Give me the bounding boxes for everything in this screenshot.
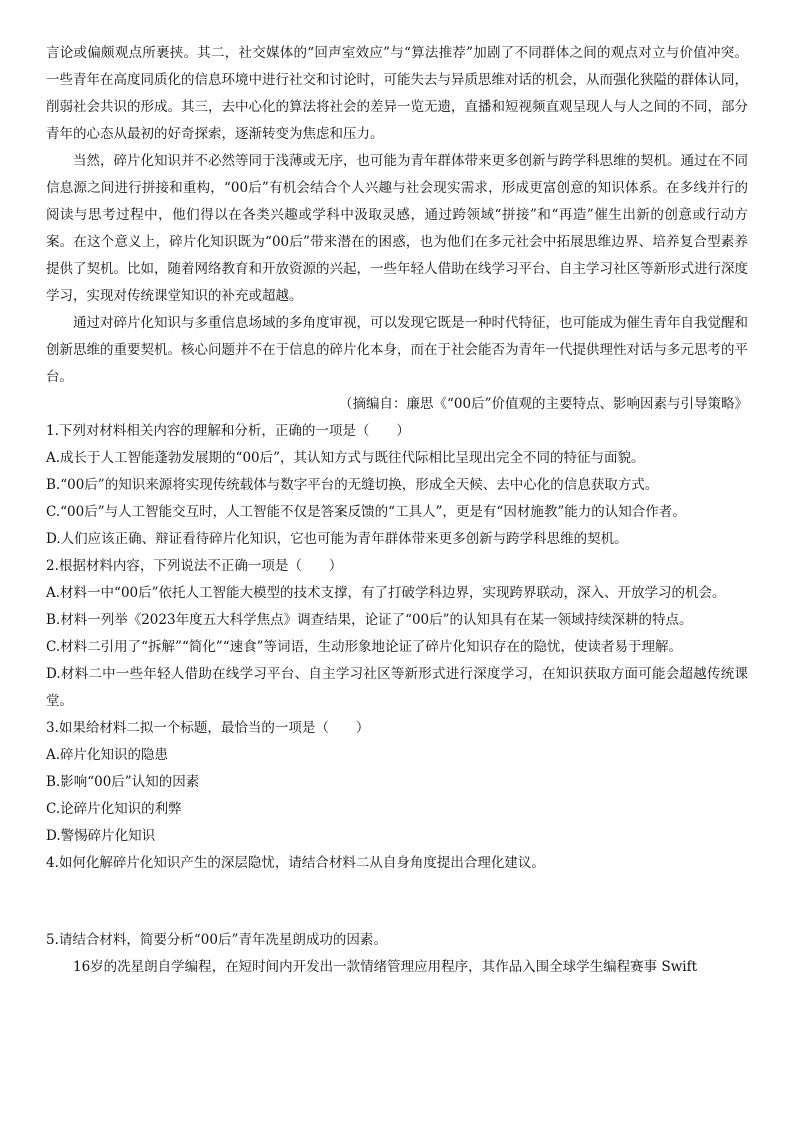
option-a: A.碎片化知识的隐患: [46, 747, 169, 763]
option-d: D.人们应该正确、辩证看待碎片化知识，它也可能为青年群体带来更多创新与跨学科思维的契机。: [46, 531, 628, 547]
question-stem: 1.下列对材料相关内容的理解和分析，正确的一项是（ ）: [46, 423, 410, 439]
question-stem: 3.如果给材料二拟一个标题，最恰当的一项是（ ）: [46, 720, 370, 736]
passage-paragraph-2: 当然，碎片化知识并不必然等同于浅薄或无序，也可能为青年群体带来更多创新与跨学科思维的契机。通过在不同信息源之间进行拼接和重构，“00后”有机会结合个人兴趣与社会现实需求，形成更富创意的知识体系。在多线并行的阅读与思考过程中，他们得以在各类兴趣或学科中汲取灵感，通过跨领域“拼接”和“再造”催生出新的创意或行动方案。在这个意义上，碎片化知识既为“00后”带来潜在的困惑，也为他们在多元社会中拓展思维边界、培养复合型素养提供了契机。比如，随着网络教育和开放资源的兴起，一些年轻人借助在线学习平台、自主学习社区等新形式进行深度学习，实现对传统课堂知识的补充或超越。: [46, 153, 748, 304]
question-2: [46, 553, 748, 715]
option-d: D.警惕碎片化知识: [46, 828, 156, 844]
question-5: [46, 927, 748, 954]
option-c: C.材料二引用了“拆解”“简化”“速食”等词语，生动形象地论证了碎片化知识存在的隐忧，使读者易于理解。: [46, 639, 683, 655]
question-stem: 4.如何化解碎片化知识产生的深层隐忧，请结合材料二从自身角度提出合理化建议。: [46, 855, 545, 871]
option-d: D.材料二中一些年轻人借助在线学习平台、自主学习社区等新形式进行深度学习，在知识获取方面可能会超越传统课堂。: [46, 666, 748, 709]
passage-continuation: 言论或偏颇观点所裹挟。其二，社交媒体的“回声室效应”与“算法推荐”加剧了不同群体之间的观点对立与价值冲突。一些青年在高度同质化的信息环境中进行社交和讨论时，可能失去与异质思维对话的机会，从而强化狭隘的群体认同，削弱社会共识的形成。其三，去中心化的算法将社会的差异一览无遗，直播和短视频直观呈现人与人之间的不同，部分青年的心态从最初的好奇探索，逐渐转变为焦虑和压力。: [46, 45, 748, 142]
question-3: [46, 715, 748, 850]
passage-source: （摘编自：廉思《“00后”价值观的主要特点、影响因素与引导策略》: [339, 396, 748, 412]
option-c: C.论碎片化知识的利弊: [46, 801, 182, 817]
option-a: A.材料一中“00后”依托人工智能大模型的技术支撑，有了打破学科边界，实现跨界联动，深入、开放学习的机会。: [46, 585, 726, 601]
option-b: B.影响“00后”认知的因素: [46, 774, 200, 790]
question-1: [46, 418, 748, 553]
exam-page: [46, 40, 748, 981]
option-c: C.“00后”与人工智能交互时，人工智能不仅是答案反馈的“工具人”，更是有“因材施教”能力的认知合作者。: [46, 504, 686, 520]
question-stem: 5.请结合材料，简要分析“00后”青年冼星朗成功的因素。: [46, 932, 387, 948]
question-stem: 2.根据材料内容，下列说法不正确一项是（ ）: [46, 558, 343, 574]
option-b: B.“00后”的知识来源将实现传统载体与数字平台的无缝切换，形成全天候、去中心化的信息获取方式。: [46, 477, 659, 493]
option-a: A.成长于人工智能蓬勃发展期的“00后”，其认知方式与既往代际相比呈现出完全不同的特征与面貌。: [46, 450, 645, 466]
material-paragraph: 16岁的冼星朗自学编程，在短时间内开发出一款情绪管理应用程序，其作品入围全球学生编程赛事 Swift: [73, 959, 698, 975]
answer-space: [46, 877, 748, 927]
option-b: B.材料一列举《2023年度五大科学焦点》调查结果，论证了“00后”的认知具有在某一领域持续深耕的特点。: [46, 612, 693, 628]
question-4: [46, 850, 748, 877]
passage-paragraph-3: 通过对碎片化知识与多重信息场域的多角度审视，可以发现它既是一种时代特征，也可能成为催生青年自我觉醒和创新思维的重要契机。核心问题并不在于信息的碎片化本身，而在于社会能否为青年一代提供理性对话与多元思考的平台。: [46, 315, 748, 385]
